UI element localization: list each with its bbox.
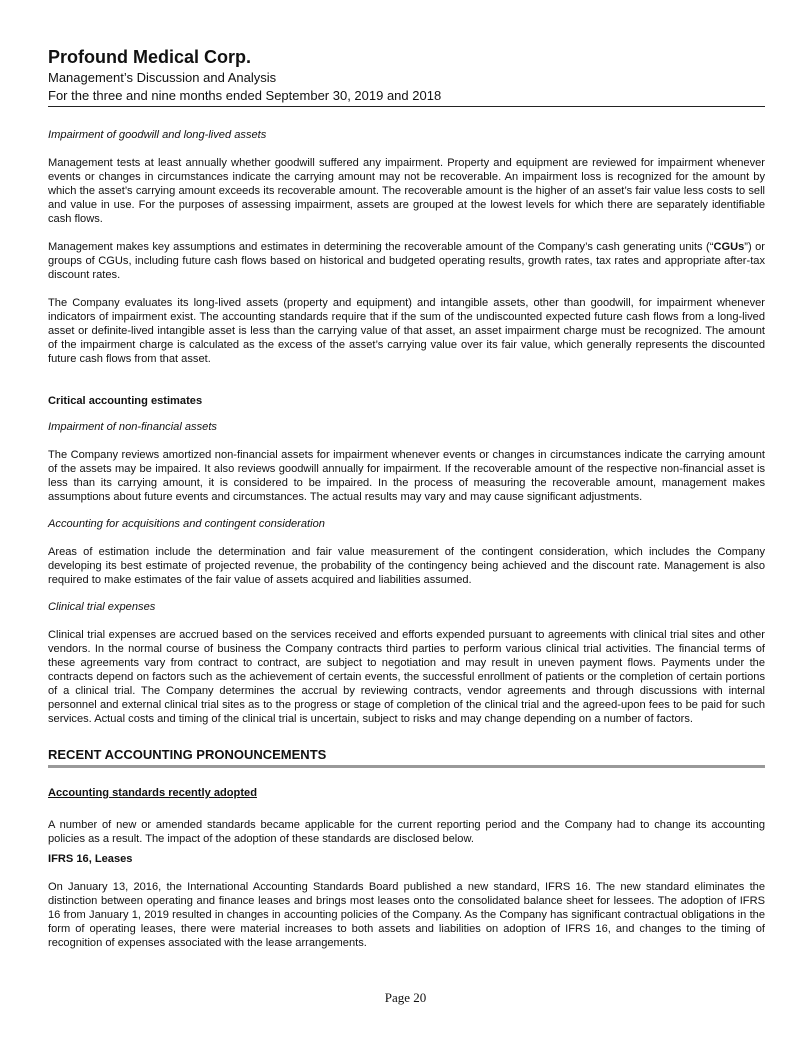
critical-estimates-heading: Critical accounting estimates — [48, 395, 203, 407]
ifrs16-heading: IFRS 16, Leases — [48, 853, 133, 865]
recent-pronouncements-section — [48, 748, 765, 768]
acquisitions-paragraph: Areas of estimation include the determination and fair value measurement of the contingent consideration, which includes the Company developing its best estimate of projected revenue, the probability of the contingency being achieved and the discount rate. Management is also required to make estimates of the fair value of assets acquired and liabilities assumed. — [48, 546, 765, 586]
nonfinancial-heading: Impairment of non-financial assets — [48, 421, 217, 433]
page-number: Page 20 — [384, 990, 427, 1005]
standards-adopted-paragraph: A number of new or amended standards became applicable for the current reporting period and the Company had to change its accounting policies as a result. The impact of the adoption of these standards are disclosed below. — [48, 819, 765, 845]
section-divider — [48, 765, 765, 768]
impairment-goodwill-paragraph-2 — [48, 240, 765, 282]
nonfinancial-paragraph: The Company reviews amortized non-financial assets for impairment whenever events or changes in circumstances indicate the carrying amount of the assets may be impaired. It also reviews goodwill annually for impairment. If the recoverable amount of the respective non-financial asset is less than its carrying amount, it is considered to be impaired. In the process of measuring the recoverable amount, management makes assumptions about future events and circumstances. The actual results may vary and may cause significant adjustments. — [48, 449, 765, 503]
clinical-trial-paragraph: Clinical trial expenses are accrued based on the services received and efforts expended pursuant to agreements with clinical trial sites and other vendors. In the normal course of business the Company contracts third parties to perform various clinical trial activities. The financial terms of these agreements vary from contract to contract, are subject to negotiation and may result in uneven payment flows. Payments under the contracts depend on factors such as the achievement of certain events, the successful enrollment of patients or the completion of certain portions of a clinical trial. The Company determines the accrual by reviewing contracts, vendor agreements and through discussions with internal personnel and external clinical trial sites as to the progress or stage of completion of the clinical trial and the agreed-upon fees to be paid for such services. Actual costs and timing of the clinical trial is uncertain, subject to risks and may change depending on a number of factors. — [48, 629, 765, 725]
document-body — [48, 128, 765, 950]
impairment-goodwill-heading: Impairment of goodwill and long-lived assets — [48, 129, 267, 141]
p2-text-a: Management makes key assumptions and estimates in determining the recoverable amount of the Company’s cash generating units (“ — [48, 241, 714, 253]
p2-text-b: ”) or groups of CGUs, including future cash flows based on historical and budgeted operating results, growth rates, tax rates and appropriate after-tax discount rates. — [48, 241, 765, 281]
standards-adopted-heading: Accounting standards recently adopted — [48, 787, 257, 799]
recent-pronouncements-heading: RECENT ACCOUNTING PRONOUNCEMENTS — [48, 747, 327, 762]
report-period: For the three and nine months ended September 30, 2019 and 2018 — [48, 88, 442, 103]
report-subtitle: Management’s Discussion and Analysis — [48, 70, 277, 85]
company-name: Profound Medical Corp. — [48, 47, 252, 67]
impairment-goodwill-paragraph-3: The Company evaluates its long-lived assets (property and equipment) and intangible assets, other than goodwill, for impairment whenever indicators of impairment exist. The accounting standards require that if the sum of the undiscounted expected future cash flows from a long-lived asset or definite-lived intangible asset is less than the carrying value of that asset, an asset impairment charge must be recognized. The amount of the impairment charge is calculated as the excess of the asset’s carrying value over its fair value, which generally represents the discounted future cash flows from that asset. — [48, 297, 765, 365]
clinical-trial-heading: Clinical trial expenses — [48, 601, 156, 613]
header-divider — [48, 106, 765, 107]
impairment-goodwill-paragraph-1: Management tests at least annually whether goodwill suffered any impairment. Property and equipment are reviewed for impairment whenever events or changes in circumstances indicate the carrying amount may not be recoverable. An impairment loss is recognized for the amount by which the asset’s carrying amount exceeds its recoverable amount. The recoverable amount is the higher of an asset’s fair value less costs to sell and value in use. For the purposes of assessing impairment, assets are grouped at the lowest levels for which there are separately identifiable cash flows. — [48, 157, 765, 225]
ifrs16-paragraph: On January 13, 2016, the International Accounting Standards Board published a new standard, IFRS 16. The new standard eliminates the distinction between operating and finance leases and brings most leases onto the consolidated balance sheet for lessees. The adoption of IFRS 16 from January 1, 2019 resulted in changes in accounting policies of the Company. As the Company has significant contractual obligations in the form of operating leases, there were material increases to both assets and liabilities on adoption of IFRS 16, and changes to the timing of recognition of expenses associated with the lease arrangements. — [48, 881, 765, 949]
acquisitions-heading: Accounting for acquisitions and contingent consideration — [48, 518, 325, 530]
cgus-term: CGUs — [713, 241, 745, 253]
